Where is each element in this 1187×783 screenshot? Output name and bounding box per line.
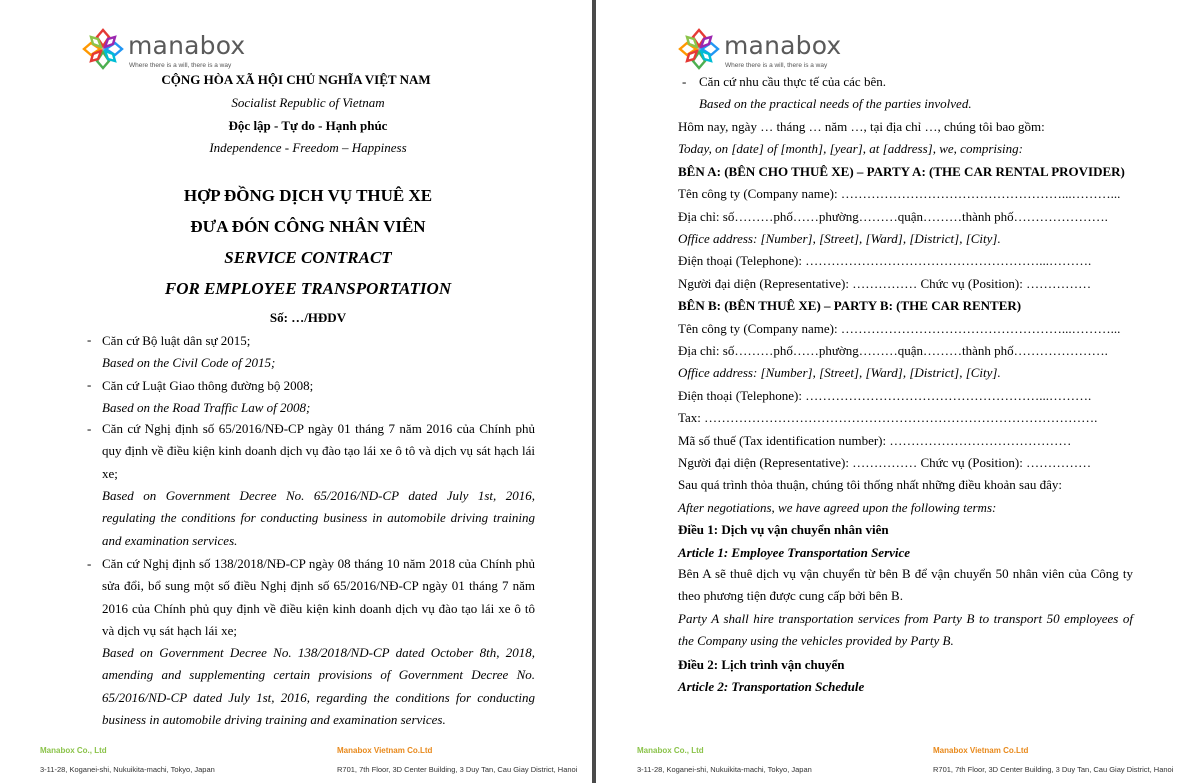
party-a-address-en: Office address: [Number], [Street], [Ward], [District], [City]. xyxy=(678,231,1001,246)
today-vn: Hôm nay, ngày … tháng … năm …, tại địa chỉ …, chúng tôi bao gồm: xyxy=(678,119,1045,134)
bullet: - xyxy=(87,377,92,392)
party-b-representative: Người đại diện (Representative): …………… Chức vụ (Position): …………… xyxy=(678,455,1092,470)
footer-company-vn: Manabox Vietnam Co.Ltd xyxy=(337,746,433,755)
basis-3-vn: Căn cứ Nghị định số 65/2016/NĐ-CP ngày 01 tháng 7 năm 2016 của Chính phủ quy định về điều kiện kinh doanh dịch vụ đào tạo lái xe ô tô và dịch vụ sát hạch lái xe; xyxy=(102,421,535,481)
contract-title-en-1: SERVICE CONTRACT xyxy=(224,248,392,267)
basis-2-en: Based on the Road Traffic Law of 2008; xyxy=(102,400,311,415)
vn-republic: CỘNG HÒA XÃ HỘI CHỦ NGHĨA VIỆT NAM xyxy=(161,72,431,87)
party-a-representative: Người đại diện (Representative): …………… Chức vụ (Position): …………… xyxy=(678,276,1092,291)
brand-tagline: Where there is a will, there is a way xyxy=(129,62,232,69)
brand-name: manabox xyxy=(128,31,246,60)
party-b-tax: Tax: ………………………………………………………………………………. xyxy=(678,410,1098,425)
basis-5-en: Based on the practical needs of the parties involved. xyxy=(699,96,972,111)
contract-title-vn-2: ĐƯA ĐÓN CÔNG NHÂN VIÊN xyxy=(190,217,426,236)
brand-tagline: Where there is a will, there is a way xyxy=(725,62,828,69)
agreement-vn: Sau quá trình thỏa thuận, chúng tôi thống nhất những điều khoản sau đây: xyxy=(678,477,1062,492)
party-b-address-vn: Địa chỉ: số………phố……phường………quận………thành phố…………………. xyxy=(678,343,1108,358)
bullet: - xyxy=(87,556,92,571)
basis-3-en: Based on Government Decree No. 65/2016/ND-CP dated July 1st, 2016, regulating the conditions for conducting business in automobile driving training and examination services. xyxy=(102,488,535,548)
article-2-heading-vn: Điều 2: Lịch trình vận chuyển xyxy=(678,657,845,672)
party-a-phone: Điện thoại (Telephone): ………………………………………………...………. xyxy=(678,253,1092,268)
party-b-tax-id: Mã số thuế (Tax identification number): …………………………………… xyxy=(678,433,1072,448)
basis-2-vn: Căn cứ Luật Giao thông đường bộ 2008; xyxy=(102,378,314,393)
party-b-heading: BÊN B: (BÊN THUÊ XE) – PARTY B: (THE CAR RENTER) xyxy=(678,298,1022,313)
footer-address-jp: 3-11-28, Koganei-shi, Nukuikita-machi, Tokyo, Japan xyxy=(40,765,215,774)
party-a-company: Tên công ty (Company name): ……………………………………………...………... xyxy=(678,186,1121,201)
article-1-body-vn: Bên A sẽ thuê dịch vụ vận chuyển từ bên B để vận chuyển 50 nhân viên của Công ty theo phương tiện được cung cấp bởi bên B. xyxy=(678,566,1133,604)
document-page-left xyxy=(0,0,592,783)
party-b-company: Tên công ty (Company name): ……………………………………………...………... xyxy=(678,321,1121,336)
basis-4-vn: Căn cứ Nghị định số 138/2018/NĐ-CP ngày 08 tháng 10 năm 2018 của Chính phủ sửa đổi, bổ sung một số điều Nghị định số 65/2016/NĐ-CP ngày 01 tháng 7 năm 2016 của Chính phủ quy định về điều kiện kinh doanh dịch vụ đào tạo lái xe ô tô và dịch vụ sát hạch lái xe; xyxy=(102,556,535,639)
basis-1-vn: Căn cứ Bộ luật dân sự 2015; xyxy=(102,333,251,348)
basis-4-en: Based on Government Decree No. 138/2018/ND-CP dated October 8th, 2018, amending and supplementing certain provisions of Government Decree No. 65/2016/ND-CP dated July 1st, 2016, regarding the conditions for conducting business in automobile driving training and examination services. xyxy=(102,645,535,728)
party-a-heading: BÊN A: (BÊN CHO THUÊ XE) – PARTY A: (THE CAR RENTAL PROVIDER) xyxy=(678,164,1125,179)
document-page-right xyxy=(596,0,1187,783)
article-2-heading-en: Article 2: Transportation Schedule xyxy=(678,679,865,694)
brand-name: manabox xyxy=(724,31,842,60)
footer-address-jp: 3-11-28, Koganei-shi, Nukuikita-machi, Tokyo, Japan xyxy=(637,765,812,774)
agreement-en: After negotiations, we have agreed upon the following terms: xyxy=(678,500,997,515)
vn-motto: Độc lập - Tự do - Hạnh phúc xyxy=(228,118,388,133)
footer-company-vn: Manabox Vietnam Co.Ltd xyxy=(933,746,1029,755)
article-1-heading-vn: Điều 1: Dịch vụ vận chuyển nhân viên xyxy=(678,522,889,537)
bullet: - xyxy=(87,332,92,347)
footer-address-vn: R701, 7th Floor, 3D Center Building, 3 Duy Tan, Cau Giay District, Hanoi xyxy=(337,765,578,774)
footer-company-jp: Manabox Co., Ltd xyxy=(40,746,107,755)
today-en: Today, on [date] of [month], [year], at [address], we, comprising: xyxy=(678,141,1024,156)
en-motto: Independence - Freedom – Happiness xyxy=(209,140,407,155)
party-b-address-en: Office address: [Number], [Street], [Ward], [District], [City]. xyxy=(678,365,1001,380)
manabox-flower-icon xyxy=(678,28,720,70)
party-b-phone: Điện thoại (Telephone): ………………………………………………...………. xyxy=(678,388,1092,403)
contract-number: Số: …/HĐDV xyxy=(269,310,347,325)
basis-5-vn: Căn cứ nhu cầu thực tế của các bên. xyxy=(699,74,886,89)
footer-company-jp: Manabox Co., Ltd xyxy=(637,746,704,755)
en-republic: Socialist Republic of Vietnam xyxy=(231,95,385,110)
article-1-heading-en: Article 1: Employee Transportation Service xyxy=(678,545,911,560)
manabox-flower-icon xyxy=(82,28,124,70)
bullet: - xyxy=(87,421,92,436)
article-1-body-en: Party A shall hire transportation services from Party B to transport 50 employees of the Company using the vehicles provided by Party B. xyxy=(678,611,1133,649)
bullet: - xyxy=(682,74,687,89)
contract-title-en-2: FOR EMPLOYEE TRANSPORTATION xyxy=(164,279,452,298)
footer-address-vn: R701, 7th Floor, 3D Center Building, 3 Duy Tan, Cau Giay District, Hanoi xyxy=(933,765,1174,774)
contract-title-vn-1: HỢP ĐỒNG DỊCH VỤ THUÊ XE xyxy=(183,186,433,205)
basis-1-en: Based on the Civil Code of 2015; xyxy=(102,355,276,370)
party-a-address-vn: Địa chỉ: số………phố……phường………quận………thành phố…………………. xyxy=(678,209,1108,224)
